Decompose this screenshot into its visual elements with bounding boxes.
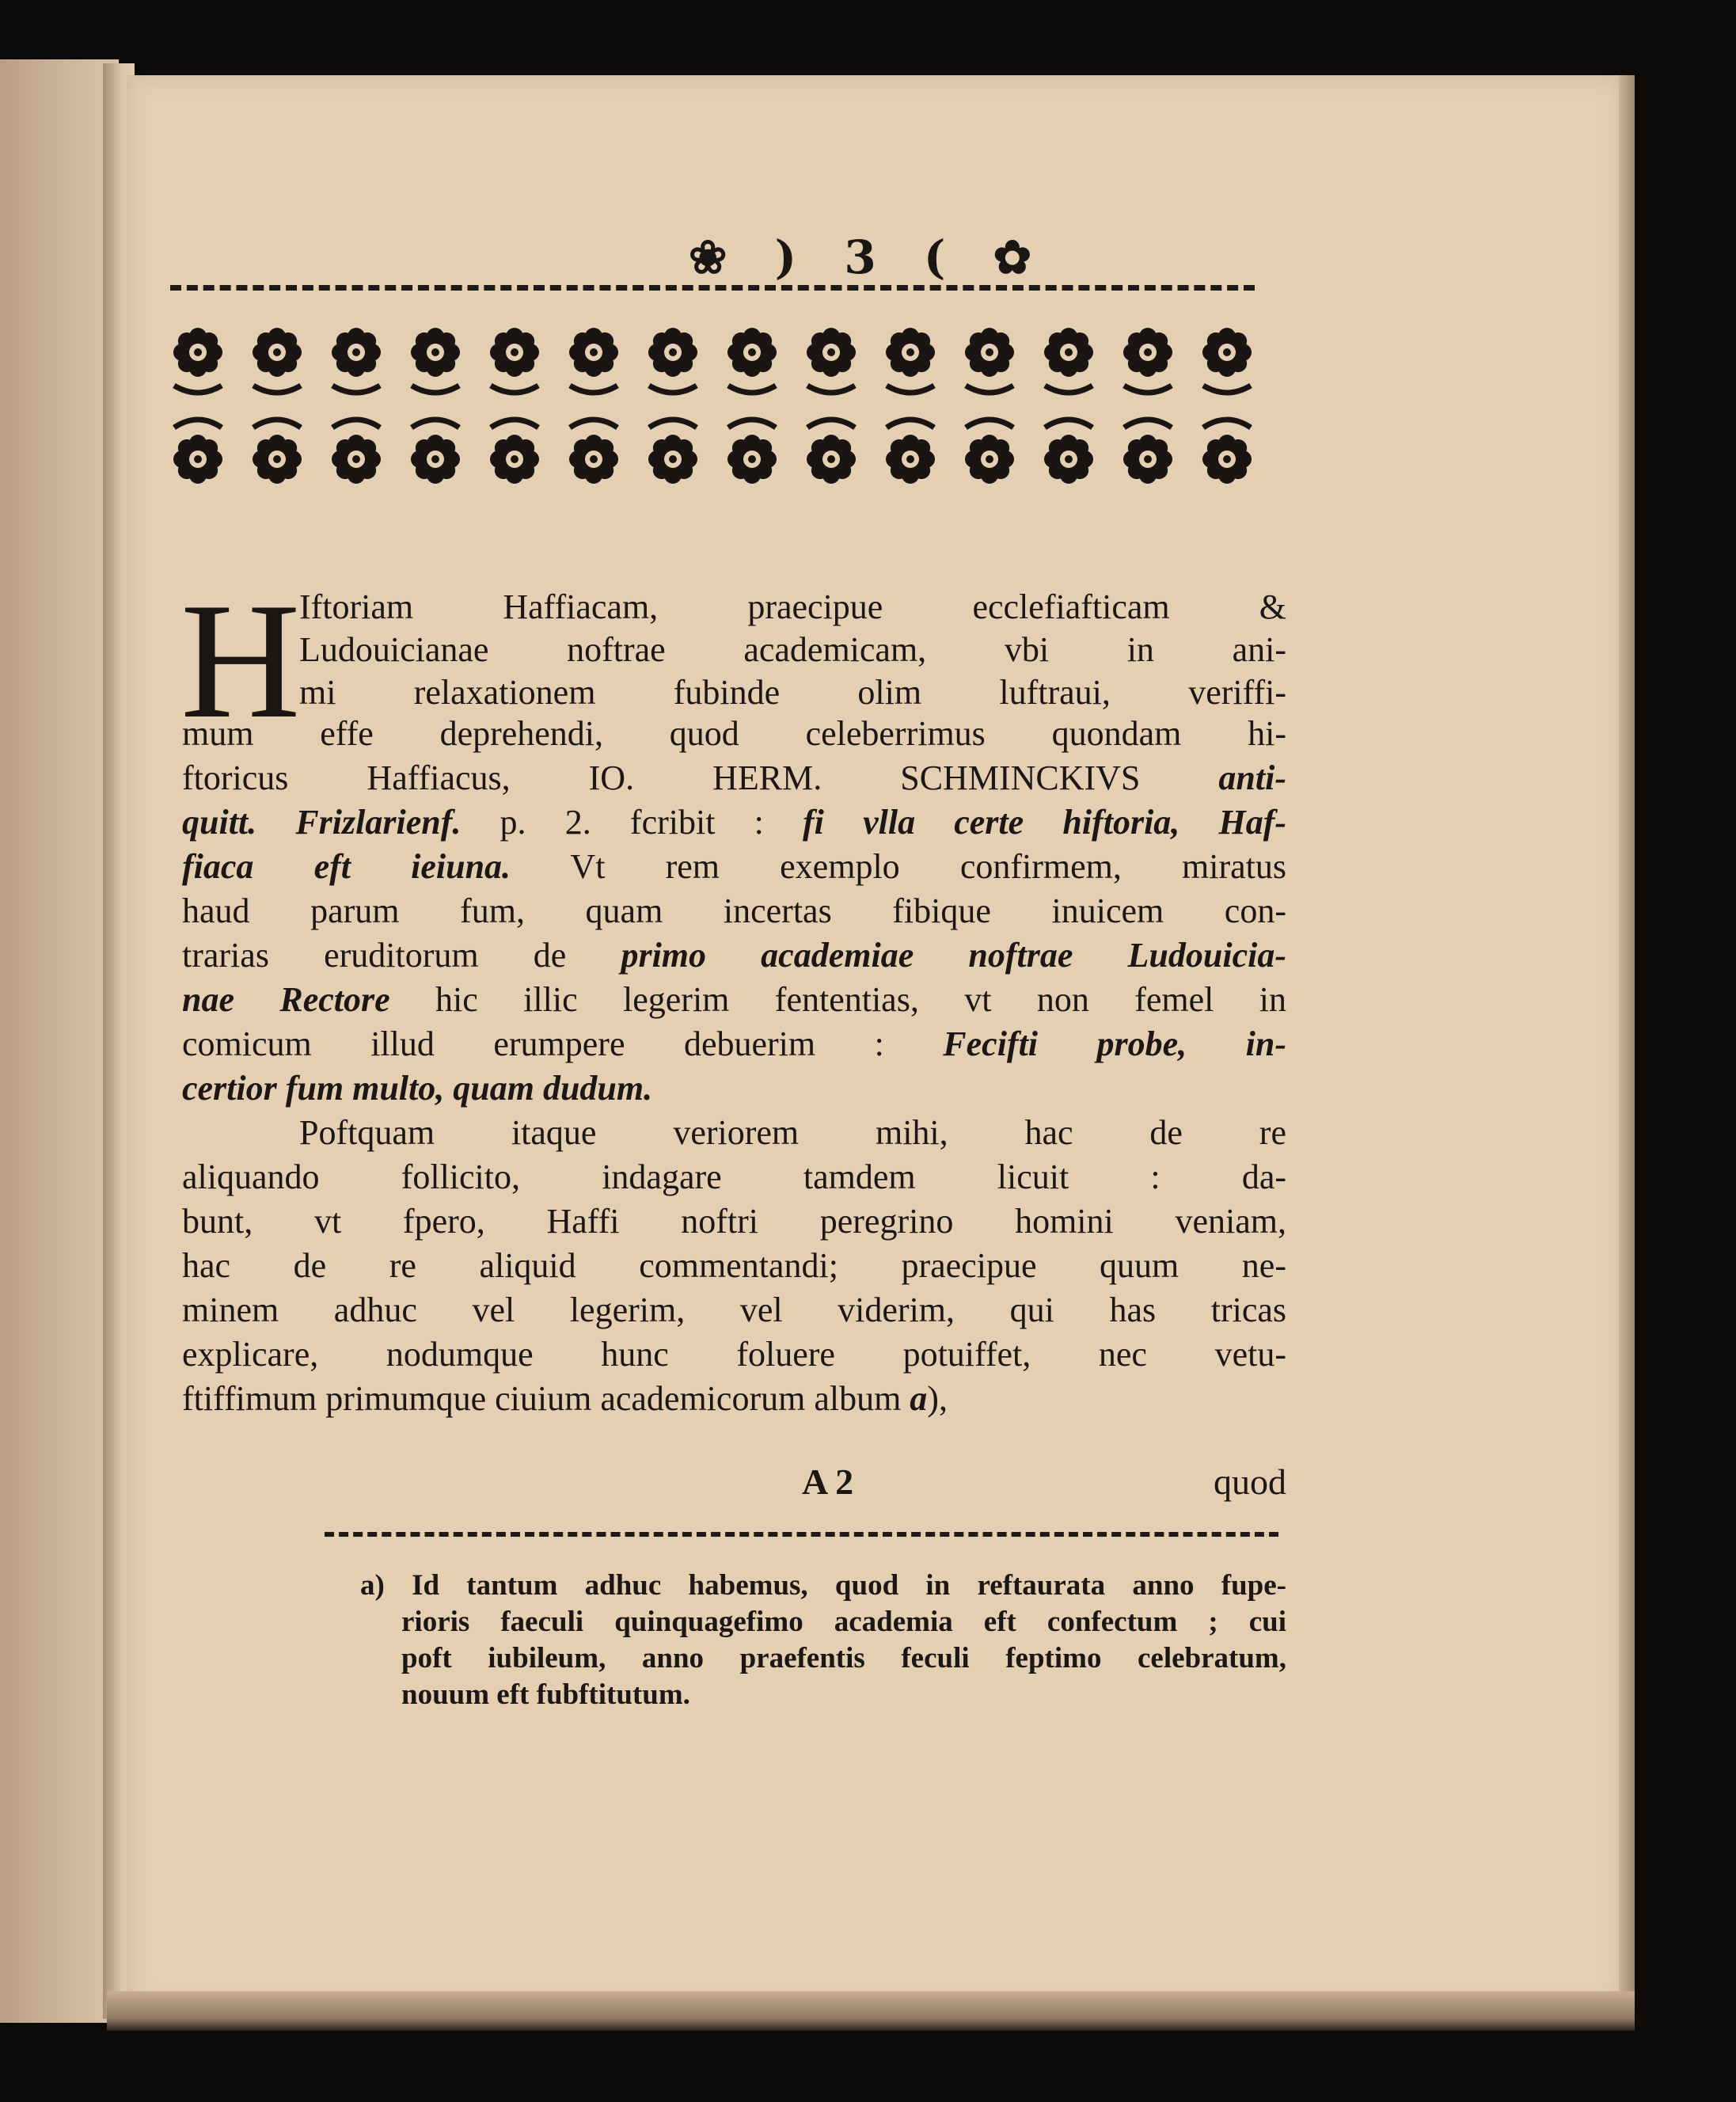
flower-ornament-icon xyxy=(404,412,467,499)
text-line xyxy=(182,1378,948,1420)
flower-ornament-icon xyxy=(879,412,942,499)
flower-ornament-icon xyxy=(641,412,705,499)
drop-cap-initial: H xyxy=(180,569,301,753)
text-line xyxy=(299,1112,1286,1154)
flower-ornament-icon xyxy=(958,313,1021,400)
text-line xyxy=(182,890,1286,933)
flower-ornament-icon xyxy=(166,412,230,499)
flower-ornament-icon xyxy=(483,313,546,400)
text-span: explicare, nodumque hunc foluere potuiffet, nec vetu- xyxy=(182,1335,1286,1374)
page-bottom-edge xyxy=(107,1991,1635,2031)
flower-ornament-icon xyxy=(1195,313,1259,400)
text-line xyxy=(182,979,1286,1021)
flower-ornament-icon xyxy=(800,412,863,499)
text-line xyxy=(182,713,1286,755)
text-line xyxy=(299,629,1286,671)
text-span: Iftoriam Haffiacam, praecipue ecclefiafticam & xyxy=(299,587,1286,626)
flower-ornament-icon xyxy=(1195,412,1259,499)
flower-ornament-icon xyxy=(1037,313,1100,400)
text-line xyxy=(299,671,1286,714)
text-span: Vt rem exemplo confirmem, miratus xyxy=(511,847,1287,886)
text-span: trarias eruditorum de xyxy=(182,936,621,975)
text-span: mi relaxationem fubinde olim luftraui, veriffi- xyxy=(299,673,1286,712)
text-span: hic illic legerim fententias, vt non femel in xyxy=(389,980,1286,1019)
text-span: fi vlla certe hiftoria, Haf- xyxy=(803,803,1287,842)
text-span: primo academiae noftrae Ludouicia- xyxy=(621,936,1286,975)
flower-ornament-icon xyxy=(800,313,863,400)
flower-ornament-icon xyxy=(1116,313,1179,400)
text-line xyxy=(182,1289,1286,1332)
text-span: ), xyxy=(927,1379,948,1418)
flower-ornament-icon xyxy=(562,412,625,499)
flower-ornament-icon xyxy=(720,313,784,400)
flower-ornament-icon xyxy=(1116,412,1179,499)
text-span: nae Rectore xyxy=(182,980,390,1019)
ornament-band-bottom xyxy=(166,412,1259,499)
text-span: hac de re aliquid commentandi; praecipue quum ne- xyxy=(182,1246,1286,1285)
text-span: Poftquam itaque veriorem mihi, hac de re xyxy=(299,1113,1286,1152)
text-span: Ludouicianae noftrae academicam, vbi in ani- xyxy=(299,630,1286,669)
flower-ornament-icon xyxy=(641,313,705,400)
text-span: Fecifti probe, in- xyxy=(943,1024,1286,1063)
text-line xyxy=(182,1023,1286,1066)
text-line xyxy=(182,934,1286,977)
text-line xyxy=(182,1067,652,1110)
text-line xyxy=(182,1200,1286,1243)
text-span: certior fum multo, quam dudum. xyxy=(182,1069,653,1108)
flower-ornament-icon xyxy=(325,412,388,499)
flower-ornament-icon xyxy=(483,412,546,499)
text-line xyxy=(182,1156,1286,1199)
flower-ornament-icon xyxy=(879,313,942,400)
catchword: quod xyxy=(1214,1462,1286,1502)
flower-ornament-icon xyxy=(958,412,1021,499)
text-line xyxy=(182,801,1286,844)
footnote-line: poft iubileum, anno praefentis feculi feptimo celebratum, xyxy=(401,1642,1286,1674)
text-span: comicum illud erumpere debuerim : xyxy=(182,1024,944,1063)
signature-mark: A 2 xyxy=(802,1462,854,1502)
footnote-line: nouum eft fubftitutum. xyxy=(401,1678,690,1711)
flower-ornament-icon xyxy=(245,412,309,499)
text-line xyxy=(299,586,1286,629)
ornament-band-top xyxy=(166,313,1259,400)
flower-ornament-icon xyxy=(325,313,388,400)
flower-ornament-icon xyxy=(720,412,784,499)
footnote-rule xyxy=(325,1532,1278,1543)
text-span: anti- xyxy=(1218,758,1286,797)
flower-ornament-icon xyxy=(404,313,467,400)
text-span: mum effe deprehendi, quod celeberrimus quondam hi- xyxy=(182,714,1286,753)
text-span: haud parum fum, quam incertas fibique inuicem con- xyxy=(182,891,1286,930)
text-span: bunt, vt fpero, Haffi noftri peregrino homini veniam, xyxy=(182,1202,1286,1241)
flower-ornament-icon xyxy=(1037,412,1100,499)
footnote-line: a) Id tantum adhuc habemus, quod in reftaurata anno fupe- xyxy=(360,1569,1286,1602)
page-edge-shadow xyxy=(1619,75,1635,2007)
flower-ornament-icon xyxy=(245,313,309,400)
text-line xyxy=(182,757,1286,800)
left-page-edge xyxy=(0,59,119,2023)
header-rule xyxy=(170,285,1255,298)
page-number-header: ❀ ) 3 ( ✿ xyxy=(688,230,1048,284)
text-span: quitt. Frizlarienf. xyxy=(182,803,462,842)
text-span: ftiffimum primumque ciuium academicorum album xyxy=(182,1379,910,1418)
flower-ornament-icon xyxy=(562,313,625,400)
text-span: a xyxy=(910,1379,928,1418)
footnote-line: rioris faeculi quinquagefimo academia eft confectum ; cui xyxy=(401,1606,1286,1638)
text-span: ftoricus Haffiacus, IO. HERM. SCHMINCKIVS xyxy=(182,758,1219,797)
text-line xyxy=(182,1333,1286,1376)
text-span: aliquando follicito, indagare tamdem licuit : da- xyxy=(182,1157,1286,1196)
text-span: minem adhuc vel legerim, vel viderim, qui has tricas xyxy=(182,1290,1286,1329)
flower-ornament-icon xyxy=(166,313,230,400)
text-line xyxy=(182,1245,1286,1287)
text-span: p. 2. fcribit : xyxy=(461,803,803,842)
text-span: fiaca eft ieiuna. xyxy=(182,847,511,886)
text-line xyxy=(182,846,1286,888)
